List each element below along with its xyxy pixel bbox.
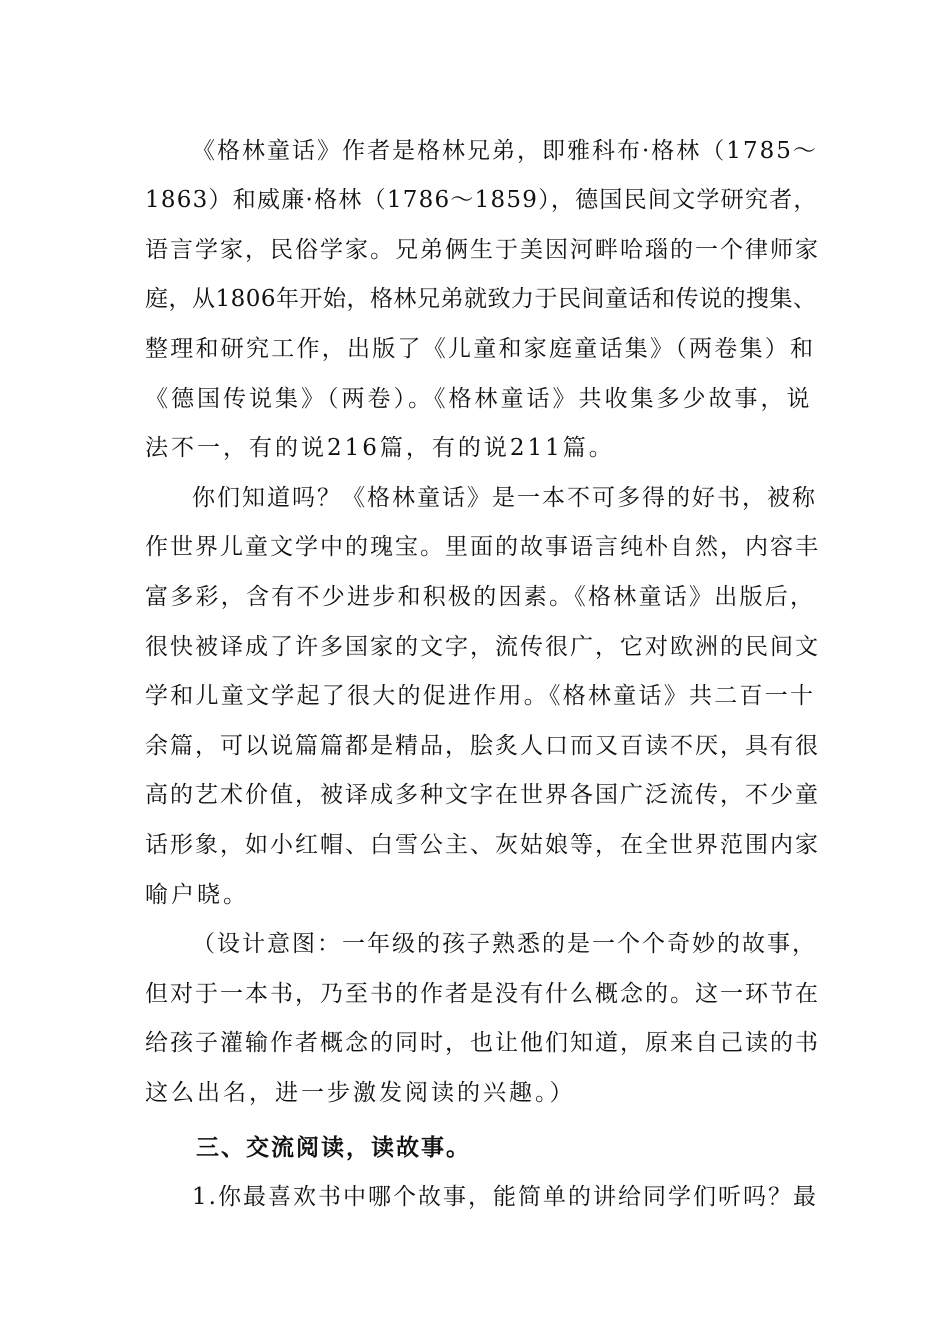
paragraph-1-line-1: 《格林童话》作者是格林兄弟，即雅科布·格林（1785～ bbox=[192, 138, 818, 164]
paragraph-3-line-4: 这么出名，进一步激发阅读的兴趣。） bbox=[145, 1080, 576, 1106]
paragraph-1-line-4: 庭，从1806年开始，格林兄弟就致力于民间童话和传说的搜集、 bbox=[145, 286, 817, 312]
paragraph-3-line-3: 给孩子灌输作者概念的同时，也让他们知道，原来自己读的书 bbox=[145, 1030, 820, 1056]
paragraph-1-line-3: 语言学家，民俗学家。兄弟俩生于美因河畔哈瑙的一个律师家 bbox=[145, 237, 820, 263]
paragraph-1-line-7: 法不一，有的说216篇，有的说211篇。 bbox=[145, 435, 615, 461]
paragraph-2-line-2: 作世界儿童文学中的瑰宝。里面的故事语言纯朴自然，内容丰 bbox=[145, 534, 820, 560]
paragraph-2-line-9: 喻户晓。 bbox=[145, 882, 249, 908]
paragraph-2-line-5: 学和儿童文学起了很大的促进作用。《格林童话》共二百一十 bbox=[145, 683, 816, 709]
paragraph-1-line-5: 整理和研究工作，出版了《儿童和家庭童话集》（两卷集）和 bbox=[145, 336, 816, 362]
paragraph-1-line-2: 1863）和威廉·格林（1786～1859），德国民间文学研究者， bbox=[145, 187, 818, 213]
paragraph-2-line-3: 富多彩，含有不少进步和积极的因素。《格林童话》出版后， bbox=[145, 584, 816, 610]
paragraph-2-line-1: 你们知道吗？《格林童话》是一本不可多得的好书，被称 bbox=[192, 485, 817, 511]
paragraph-3-line-1: （设计意图：一年级的孩子熟悉的是一个个奇妙的故事， bbox=[192, 931, 817, 957]
section-heading: 三、交流阅读，读故事。 bbox=[196, 1135, 471, 1161]
paragraph-2-line-4: 很快被译成了许多国家的文字，流传很广，它对欧洲的民间文 bbox=[145, 634, 820, 660]
paragraph-4-line-1: 1.你最喜欢书中哪个故事，能简单的讲给同学们听吗？最 bbox=[192, 1184, 818, 1210]
paragraph-2-line-6: 余篇，可以说篇篇都是精品，脍炙人口而又百读不厌，具有很 bbox=[145, 733, 820, 759]
paragraph-2-line-8: 话形象，如小红帽、白雪公主、灰姑娘等，在全世界范围内家 bbox=[145, 832, 820, 858]
paragraph-2-line-7: 高的艺术价值，被译成多种文字在世界各国广泛流传，不少童 bbox=[145, 782, 820, 808]
paragraph-3-line-2: 但对于一本书，乃至书的作者是没有什么概念的。这一环节在 bbox=[145, 981, 820, 1007]
paragraph-1-line-6: 《德国传说集》（两卷）。《格林童话》共收集多少故事，说 bbox=[145, 386, 813, 412]
